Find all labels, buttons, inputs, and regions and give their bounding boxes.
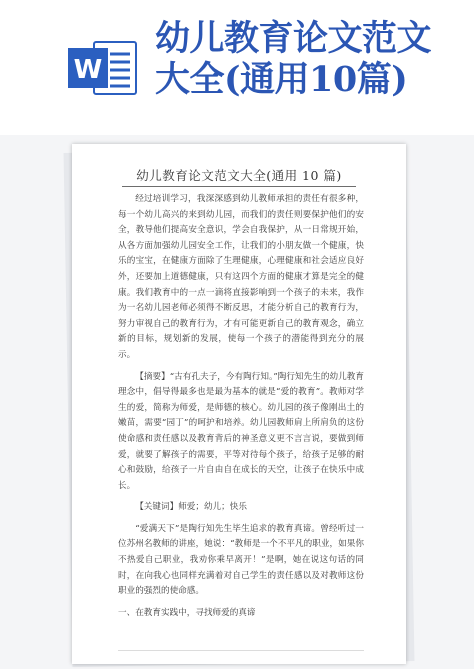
word-document-icon — [66, 40, 138, 96]
page-header — [0, 0, 474, 135]
title-line-1: 幼儿教育论文范文 — [155, 18, 432, 59]
section-heading: 一、在教育实践中，寻找师爱的真谛 — [118, 607, 256, 618]
paragraph: 经过培训学习，我深深感到幼儿教师承担的责任有很多种，每一个幼儿高兴的来到幼儿园，而我们的责任则要保护他们的安全，教导他们提高安全意识，学会自我保护，从一日常规开始，从各方面加强幼儿园安全工作，让我们的小朋友做一个健康，快乐的宝宝，在健康方面除了生理健康，心理健康和社会适应良好外，还要加上道德健康，只有这四个方面的健康才算是完全的健康。我们教育中的一点一滴将直接影响到一个孩子的未来，我作为一名幼儿园老师必须得不断反思，才能分析自己的教育行为，努力审视自己的教育行为，才有可能更新自己的教育观念，确立新的目标，规划新的发展，使每一个孩子的潜能得到充分的展示。 — [118, 194, 364, 360]
abstract-paragraph: 【摘要】“古有孔夫子，今有陶行知。”陶行知先生的幼儿教育理念中，倡导得最多也是最为基本的就是“爱的教育”。教师对学生的爱，简称为师爱，是师德的核心。幼儿园的孩子像刚出土的嫩苗，需要“园丁”的呵护和培养。幼儿园教师肩上所肩负的这份使命感和责任感以及教育背后的神圣意义更不言言说，要做到师爱，就要了解孩子的需要，平等对待每个孩子，给孩子足够的耐心和鼓励，给孩子一片自由自在成长的天空，让孩子在快乐中成长。 — [118, 371, 364, 491]
document-body — [118, 192, 364, 627]
page-footer-divider — [118, 650, 364, 651]
keywords-paragraph: 【关键词】师爱；幼儿；快乐 — [135, 502, 247, 513]
title-line-2: 大全(通用10篇) — [155, 59, 408, 100]
document-page — [72, 144, 406, 664]
page-title — [155, 18, 465, 100]
paragraph: “爱满天下”是陶行知先生毕生追求的教育真谛。曾经听过一位苏州名教师的讲座，她说：“教师是一个不平凡的职业，如果你不热爱自己职业，我劝你乘早离开！”是啊，她在说这句话的同时，在向我心也同样充满着对自己学生的责任感以及对教师这份职业的强烈的使命感。 — [118, 523, 364, 597]
document-title: 幼儿教育论文范文大全(通用 10 篇) — [136, 168, 342, 183]
title-divider — [122, 186, 356, 187]
svg-text:W: W — [73, 55, 103, 85]
